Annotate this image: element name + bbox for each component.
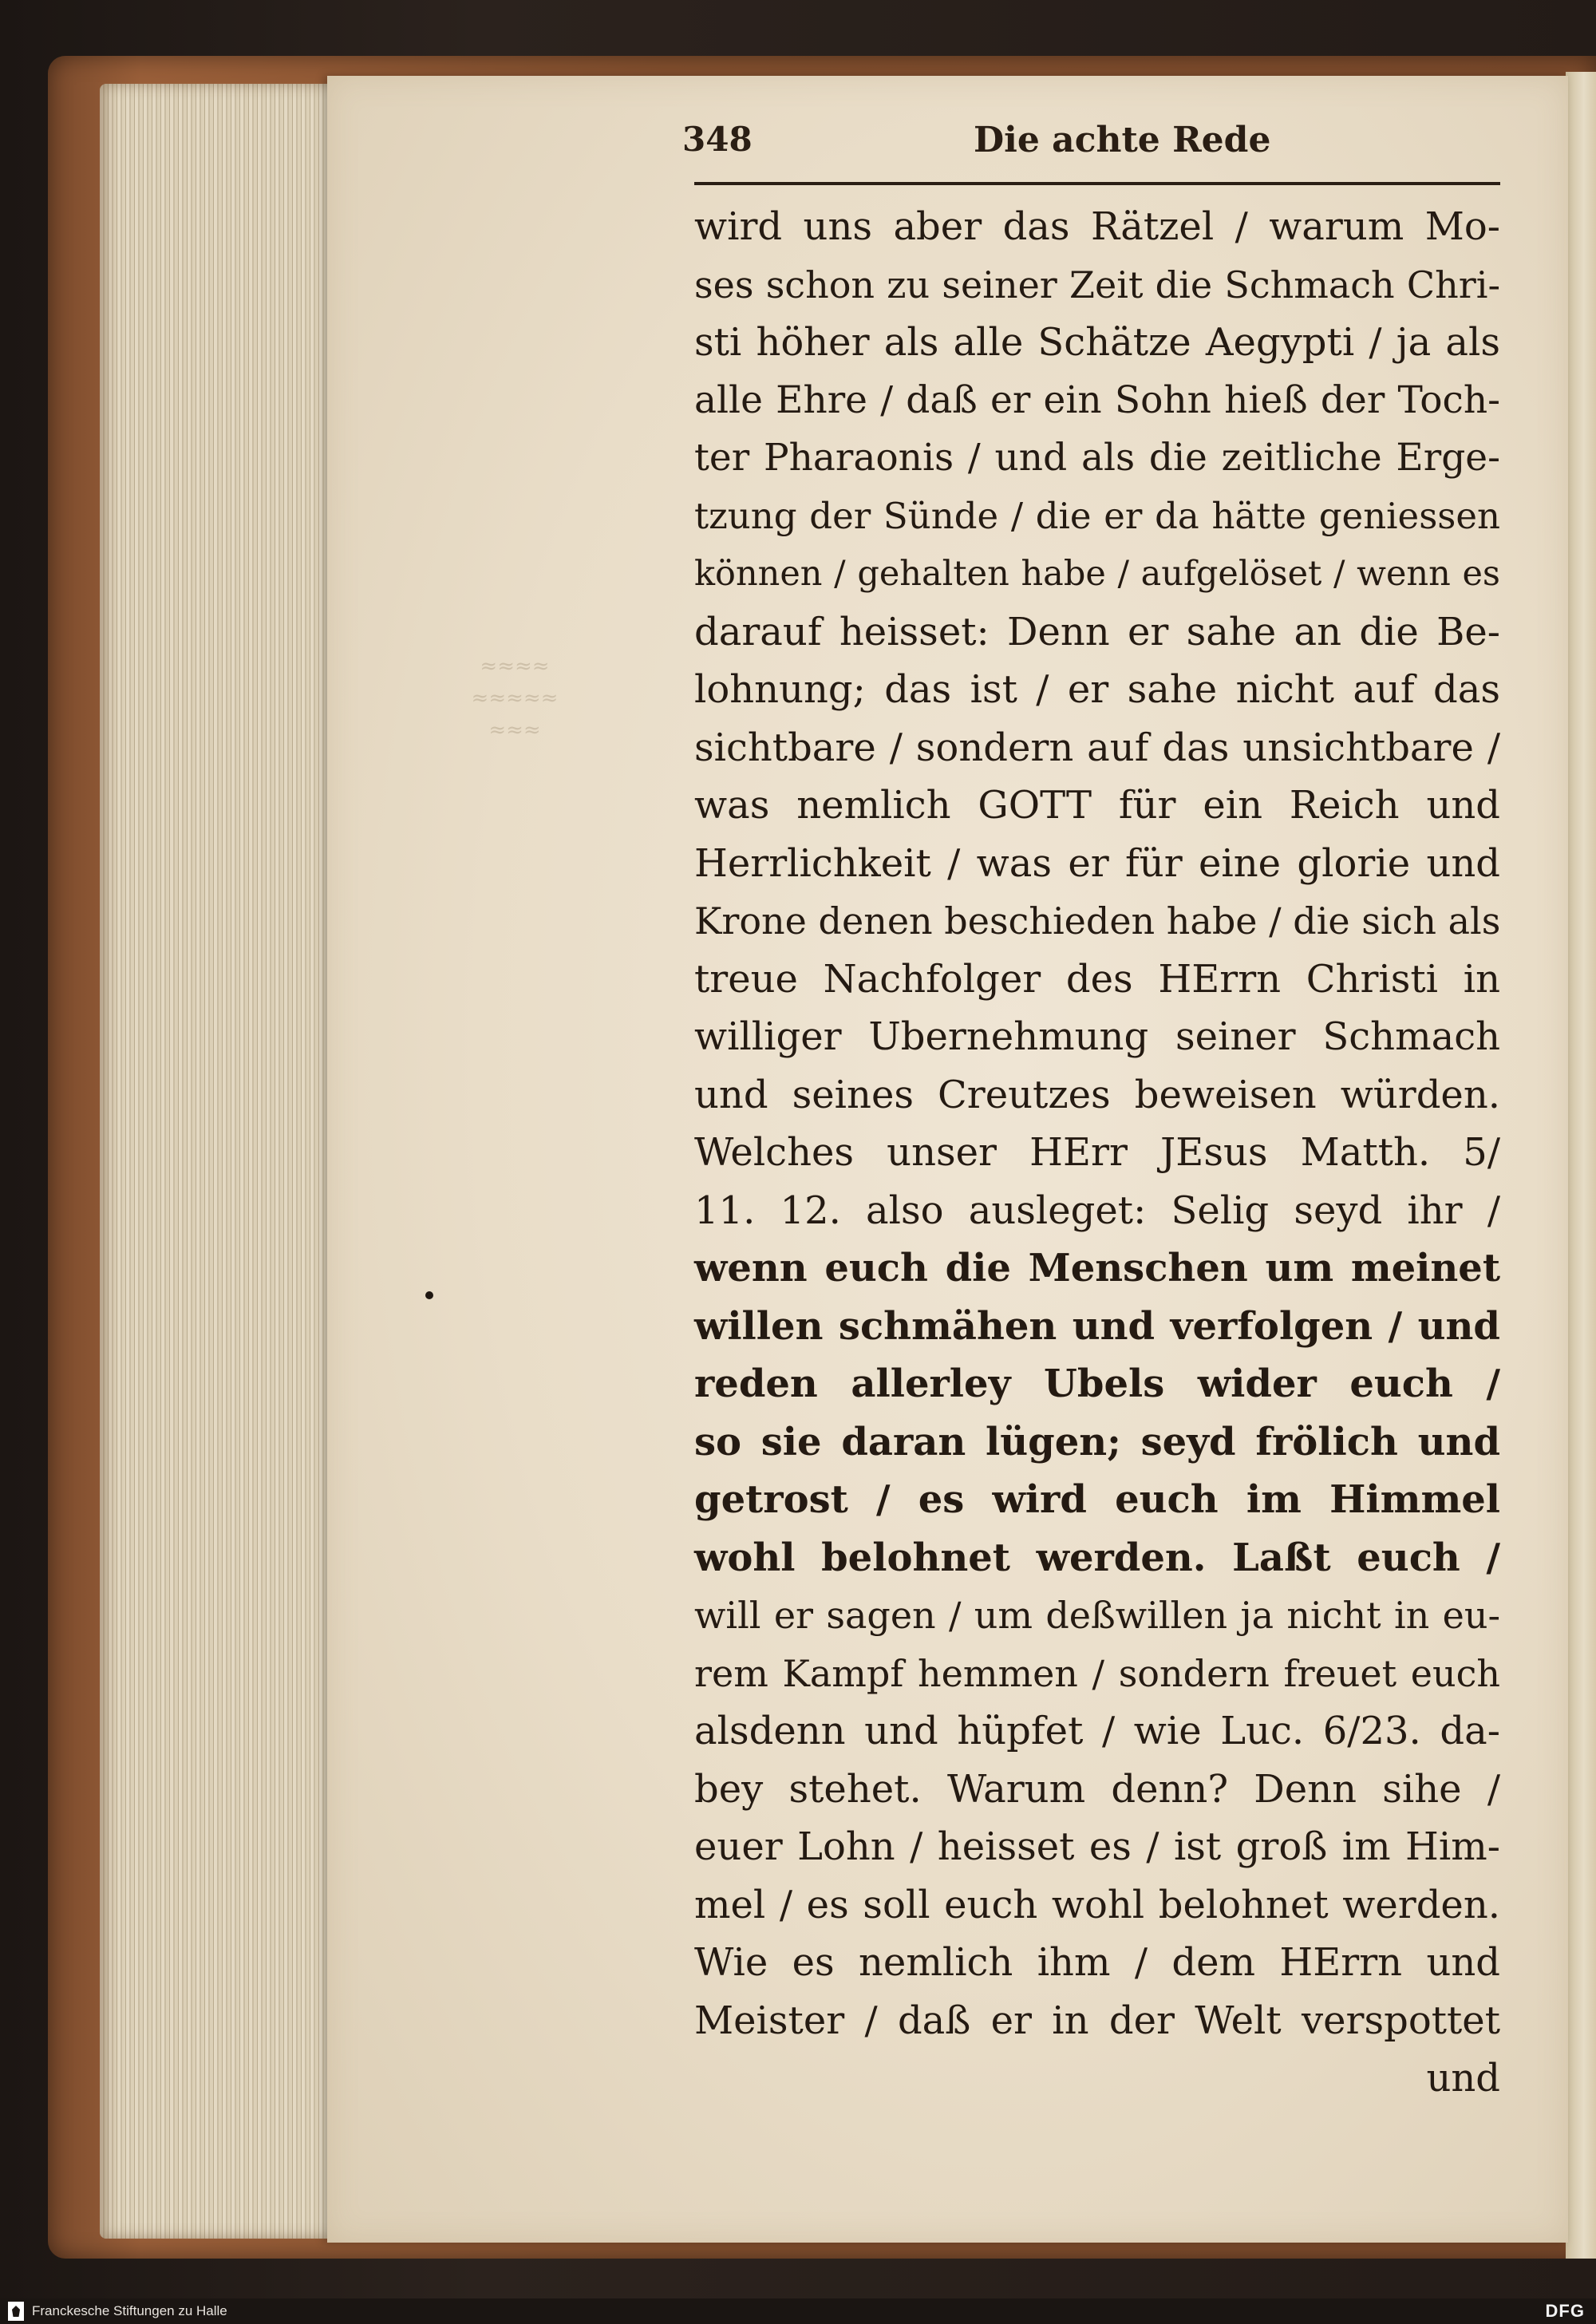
text-line-emphasis: so sie daran lügen; seyd frölich und bbox=[694, 1419, 1500, 1464]
text-line: tzung der Sünde / die er da hätte geniessen bbox=[694, 494, 1500, 537]
text-line: williger Ubernehmung seiner Schmach bbox=[694, 1014, 1500, 1059]
text-line: rem Kampf hemmen / sondern freuet euch bbox=[694, 1651, 1500, 1695]
bleed-through-notes: ≈≈≈≈ ≈≈≈≈≈ ≈≈≈ bbox=[471, 654, 559, 742]
text-line: können / gehalten habe / aufgelöset / wenn es bbox=[694, 554, 1500, 594]
running-title: Die achte Rede bbox=[974, 120, 1271, 160]
page-edges bbox=[100, 84, 339, 2239]
text-line: sichtbare / sondern auf das unsichtbare / bbox=[694, 725, 1500, 770]
text-line-emphasis: wohl belohnet werden. Laßt euch / bbox=[694, 1535, 1500, 1580]
text-line: Krone denen beschieden habe / die sich als bbox=[694, 899, 1501, 943]
text-line: will er sagen / um deßwillen ja nicht in eu- bbox=[694, 1594, 1500, 1637]
text-line: Herrlichkeit / was er für eine glorie und bbox=[694, 840, 1500, 886]
text-line-emphasis: wenn euch die Menschen um meinet bbox=[694, 1246, 1500, 1290]
body-text bbox=[694, 198, 1500, 2108]
text-line: alle Ehre / daß er ein Sohn hieß der Toch- bbox=[694, 377, 1500, 422]
text-line: alsdenn und hüpfet / wie Luc. 6/23. da- bbox=[694, 1709, 1500, 1753]
text-line: ter Pharaonis / und als die zeitliche Erge- bbox=[694, 436, 1500, 480]
text-line: und seines Creutzes beweisen würden. bbox=[694, 1072, 1500, 1117]
header-rule bbox=[694, 182, 1500, 185]
text-line-emphasis: reden allerley Ubels wider euch / bbox=[694, 1362, 1500, 1406]
footer-bar bbox=[0, 2298, 1596, 2324]
text-line: 11. 12. also ausleget: Selig seyd ihr / bbox=[694, 1188, 1500, 1233]
text-line-emphasis: getrost / es wird euch im Himmel bbox=[694, 1477, 1500, 1522]
text-line: Meister / daß er in der Welt verspottet bbox=[694, 1998, 1500, 2043]
institution-name[interactable]: Franckesche Stiftungen zu Halle bbox=[32, 2303, 227, 2318]
text-line: mel / es soll euch wohl belohnet werden. bbox=[694, 1882, 1500, 1927]
text-line: was nemlich GOTT für ein Reich und bbox=[694, 783, 1500, 828]
institution-logo-icon[interactable] bbox=[8, 2302, 24, 2321]
text-line: ses schon zu seiner Zeit die Schmach Chri- bbox=[694, 263, 1500, 306]
text-line: Wie es nemlich ihm / dem HErrn und bbox=[694, 1940, 1500, 1985]
dfg-logo[interactable]: DFG bbox=[1545, 2301, 1585, 2321]
next-page-edge bbox=[1566, 72, 1596, 2259]
catchword: und bbox=[1426, 2056, 1500, 2101]
ink-dot bbox=[425, 1291, 433, 1299]
text-line: bey stehet. Warum denn? Denn sihe / bbox=[694, 1766, 1500, 1812]
text-line: lohnung; das ist / er sahe nicht auf das bbox=[694, 667, 1500, 712]
text-line: treue Nachfolger des HErrn Christi in bbox=[694, 956, 1500, 1002]
text-line: wird uns aber das Rätzel / warum Mo- bbox=[694, 204, 1500, 249]
text-line: Welches unser HErr JEsus Matth. 5/ bbox=[694, 1130, 1500, 1175]
text-line: euer Lohn / heisset es / ist groß im Him- bbox=[694, 1824, 1500, 1869]
text-line: sti höher als alle Schätze Aegypti / ja als bbox=[694, 320, 1500, 365]
footer-credit bbox=[0, 2302, 227, 2321]
page-number: 348 bbox=[682, 120, 753, 159]
text-line: darauf heisset: Denn er sahe an die Be- bbox=[694, 609, 1500, 654]
text-line-emphasis: willen schmähen und verfolgen / und bbox=[694, 1303, 1500, 1349]
page-header bbox=[682, 120, 1504, 168]
